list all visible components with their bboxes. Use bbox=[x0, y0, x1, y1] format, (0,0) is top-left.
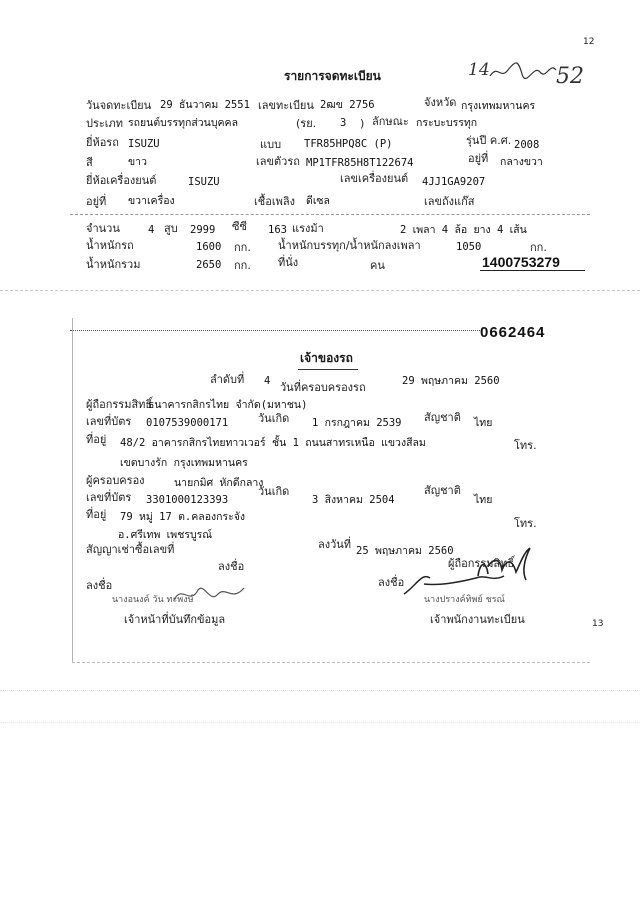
province-label: จังหวัด bbox=[424, 96, 457, 109]
rs-value: 3 bbox=[340, 117, 347, 129]
serial-number: 0662464 bbox=[480, 324, 546, 341]
reg-date: 29 ธันวาคม 2551 bbox=[160, 99, 250, 111]
reg-no-label: เลขทะเบียน bbox=[258, 99, 314, 112]
bottom-edge bbox=[72, 662, 590, 663]
brand: ISUZU bbox=[128, 138, 160, 150]
owner-dob: 1 กรกฎาคม 2539 bbox=[312, 417, 402, 429]
owner-address-line2: เขตบางรัก กรุงเทพมหานคร bbox=[120, 457, 248, 469]
rs-label: (รย. bbox=[296, 117, 317, 130]
cylinder-count: 4 bbox=[148, 224, 155, 236]
sequence-label: ลำดับที่ bbox=[210, 373, 245, 386]
possessor-name: นายกมิศ หักดีกลาง bbox=[174, 477, 264, 489]
cylinder-label: สูบ bbox=[164, 222, 178, 235]
model-label: แบบ bbox=[260, 138, 282, 151]
owner-address-label: ที่อยู่ bbox=[86, 433, 107, 446]
total-weight-label: น้ำหนักรวม bbox=[86, 258, 141, 271]
vehicle-nature: กระบะบรรทุก bbox=[416, 117, 478, 129]
contract-date: 25 พฤษภาคม 2560 bbox=[356, 545, 454, 557]
engine-number: 4JJ1GA9207 bbox=[422, 176, 486, 188]
rs-close: ) bbox=[360, 117, 365, 130]
owner-label: ผู้ถือกรรมสิทธิ์ bbox=[86, 398, 153, 411]
owner-dob-label: วันเกิด bbox=[258, 412, 290, 425]
color-label: สี bbox=[86, 156, 93, 169]
owner-section-title: เจ้าของรถ bbox=[300, 351, 353, 365]
kg-unit: กก. bbox=[234, 241, 251, 254]
possessor-dob-label: วันเกิด bbox=[258, 485, 290, 498]
fold-line bbox=[0, 290, 640, 291]
stamp-underline bbox=[480, 270, 585, 271]
sign-label-possessor: ลงชื่อ bbox=[218, 560, 245, 573]
chassis-number: MP1TFR85H8T122674 bbox=[306, 157, 414, 169]
engine-brand-label: ยี่ห้อเครื่องยนต์ bbox=[86, 174, 157, 187]
nature-label: ลักษณะ bbox=[372, 115, 409, 128]
officer-right-name: นางปรางค์ทิพย์ ชรณ์ bbox=[424, 595, 505, 605]
officer-left-title: เจ้าหน้าที่บันทึกข้อมูล bbox=[124, 613, 226, 626]
cc-label: ซีซี bbox=[232, 220, 247, 233]
possessor-id-label: เลขที่บัตร bbox=[86, 491, 132, 504]
owner-id: 0107539000171 bbox=[146, 417, 229, 429]
seat-label: ที่นั่ง bbox=[278, 256, 299, 269]
chassis-location-label: อยู่ที่ bbox=[468, 152, 489, 165]
possessor-address-label: ที่อยู่ bbox=[86, 508, 107, 521]
fuel: ดีเซล bbox=[306, 195, 330, 207]
contract-date-label: ลงวันที่ bbox=[318, 538, 352, 551]
vehicle-weight: 1600 bbox=[196, 241, 222, 253]
possessor-label: ผู้ครอบครอง bbox=[86, 474, 145, 487]
vehicle-type-label: ประเภท bbox=[86, 117, 124, 130]
owner-nationality: ไทย bbox=[474, 417, 493, 429]
contract-label: สัญญาเช่าซื้อเลขที่ bbox=[86, 543, 175, 556]
model: TFR85HPQ8C (P) bbox=[304, 138, 393, 150]
stamp-number: 1400753279 bbox=[482, 254, 560, 270]
qty-label: จำนวน bbox=[86, 222, 120, 235]
sequence-number: 4 bbox=[264, 375, 271, 387]
officer-right-signature bbox=[400, 568, 510, 598]
model-year: 2008 bbox=[514, 139, 540, 151]
handwritten-reference-prefix: 14 bbox=[468, 60, 490, 80]
load-weight: 1050 bbox=[456, 241, 482, 253]
handwritten-reference-number bbox=[488, 56, 560, 86]
scan-noise-line bbox=[0, 690, 640, 691]
engine-cc: 2999 bbox=[190, 224, 216, 236]
gas-tank-label: เลขถังแก๊ส bbox=[424, 195, 475, 208]
registration-title: รายการจดทะเบียน bbox=[284, 69, 381, 83]
title-underline bbox=[298, 369, 358, 370]
engine-number-label: เลขเครื่องยนต์ bbox=[340, 172, 409, 185]
possession-date-label: วันที่ครอบครองรถ bbox=[280, 381, 366, 394]
engine-location-label: อยู่ที่ bbox=[86, 195, 107, 208]
owner-phone-label: โทร. bbox=[514, 439, 537, 452]
possessor-dob: 3 สิงหาคม 2504 bbox=[312, 494, 395, 506]
possessor-address-line1: 79 หมู่ 17 ต.คลองกระจัง bbox=[120, 511, 246, 523]
possessor-address-line2: อ.ศรีเทพ เพชรบูรณ์ bbox=[118, 529, 213, 541]
year-label: รุ่นปี ค.ศ. bbox=[466, 134, 512, 147]
weight-label: น้ำหนักรถ bbox=[86, 239, 134, 252]
reg-date-label: วันจดทะเบียน bbox=[86, 99, 152, 112]
scan-noise-line bbox=[0, 722, 640, 723]
possessor-nationality: ไทย bbox=[474, 494, 493, 506]
possessor-phone-label: โทร. bbox=[514, 517, 537, 530]
left-border bbox=[72, 318, 73, 663]
province: กรุงเทพมหานคร bbox=[461, 100, 536, 112]
possession-date: 29 พฤษภาคม 2560 bbox=[402, 375, 500, 387]
officer-left-signature bbox=[170, 578, 250, 610]
sign-label-left: ลงชื่อ bbox=[86, 579, 113, 592]
engine-brand: ISUZU bbox=[188, 176, 220, 188]
possessor-nationality-label: สัญชาติ bbox=[424, 484, 461, 497]
owner-address-line1: 48/2 อาคารกสิกรไทยทาวเวอร์ ชั้น 1 ถนนสาทรเหนือ แขวงสีลม bbox=[120, 437, 426, 449]
engine-location: ขวาเครื่อง bbox=[128, 195, 175, 207]
kg-unit: กก. bbox=[234, 259, 251, 272]
separator-dots bbox=[70, 330, 480, 331]
seat-unit: คน bbox=[370, 259, 385, 272]
divider bbox=[70, 214, 590, 215]
signature-owner-label: ผู้ถือกรรมสิทธิ์ bbox=[448, 557, 515, 570]
horsepower: 163 bbox=[268, 224, 287, 236]
color: ขาว bbox=[128, 156, 147, 168]
load-label: น้ำหนักบรรทุก/น้ำหนักลงเพลา bbox=[278, 239, 421, 252]
brand-label: ยี่ห้อรถ bbox=[86, 136, 119, 149]
page-number-top: 12 bbox=[583, 37, 595, 47]
owner-nationality-label: สัญชาติ bbox=[424, 411, 461, 424]
owner-name: ธนาคารกสิกรไทย จำกัด(มหาชน) bbox=[148, 399, 308, 411]
axle-description: 2 เพลา 4 ล้อ ยาง 4 เส้น bbox=[400, 224, 527, 236]
sign-label-right: ลงชื่อ bbox=[378, 576, 405, 589]
page-number-bottom: 13 bbox=[592, 619, 604, 629]
fuel-label: เชื้อเพลิง bbox=[254, 195, 295, 208]
total-weight: 2650 bbox=[196, 259, 222, 271]
officer-right-title: เจ้าพนักงานทะเบียน bbox=[430, 613, 525, 626]
vehicle-type: รถยนต์บรรทุกส่วนบุคคล bbox=[128, 117, 238, 129]
possessor-id: 3301000123393 bbox=[146, 494, 229, 506]
chassis-location: กลางขวา bbox=[500, 156, 543, 168]
reg-no: 2ฒข 2756 bbox=[320, 99, 375, 111]
hp-label: แรงม้า bbox=[292, 222, 324, 235]
chassis-label: เลขตัวรถ bbox=[256, 155, 300, 168]
officer-left-name: นางอนงค์ วัน ทะพงษ์ bbox=[112, 595, 194, 605]
kg-unit: กก. bbox=[530, 241, 547, 254]
handwritten-reference-suffix: 52 bbox=[556, 64, 584, 89]
owner-id-label: เลขที่บัตร bbox=[86, 415, 132, 428]
